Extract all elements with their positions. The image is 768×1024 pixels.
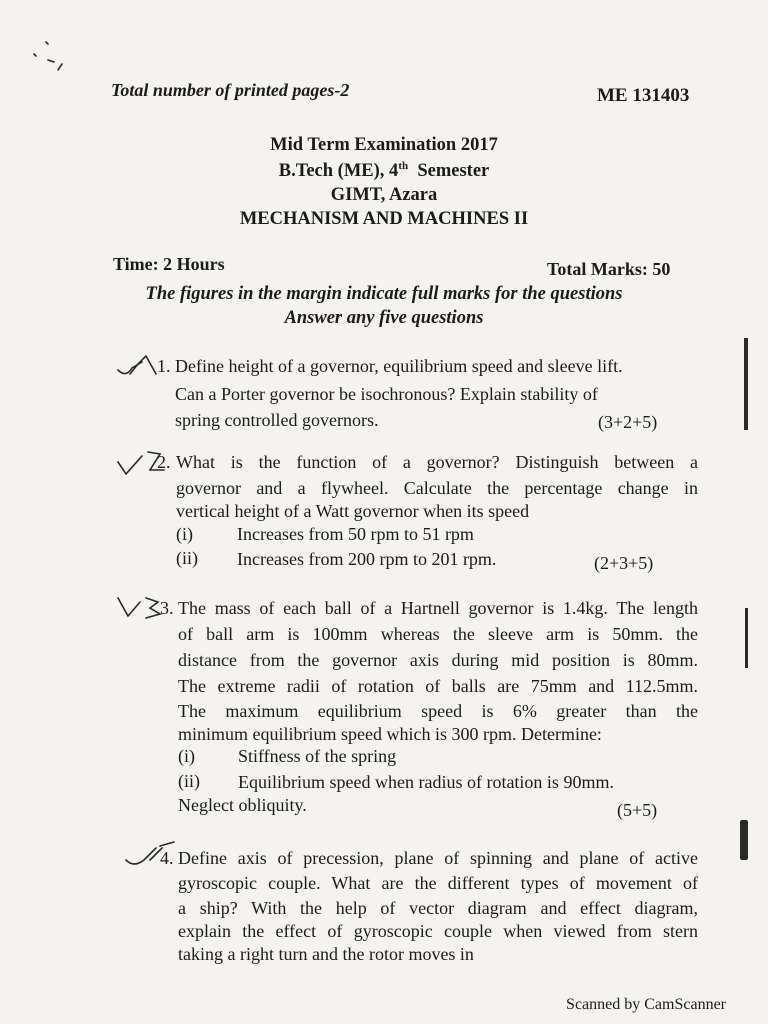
question-3-line-5: The maximum equilibrium speed is 6% greater than the <box>178 701 698 721</box>
question-3-line-1: The mass of each ball of a Hartnell governor is 1.4kg. The length <box>178 598 698 618</box>
question-2-line-1: What is the function of a governor? Distinguish between a <box>176 452 698 472</box>
subject-title: MECHANISM AND MACHINES II <box>239 209 529 229</box>
question-4-line-3: a ship? With the help of vector diagram and effect diagram, <box>178 898 698 918</box>
question-2-line-2: governor and a flywheel. Calculate the percentage change in <box>176 478 698 498</box>
question-2-sub-1-text: Increases from 50 rpm to 51 rpm <box>237 524 474 544</box>
question-1-line-3: spring controlled governors. <box>175 410 379 430</box>
question-4-line-4: explain the effect of gyroscopic couple when viewed from stern <box>178 921 698 941</box>
question-1-number: 1. <box>157 356 171 376</box>
question-2-number: 2. <box>157 452 171 472</box>
course-sup: th <box>398 160 409 172</box>
question-3-closing: Neglect obliquity. <box>178 795 307 815</box>
exam-time: Time: 2 Hours <box>113 254 225 274</box>
question-2-sub-2-label: (ii) <box>176 548 198 568</box>
question-3-marks: (5+5) <box>617 800 658 820</box>
total-marks: Total Marks: 50 <box>547 259 671 279</box>
question-2-marks: (2+3+5) <box>594 553 654 573</box>
question-4-line-2: gyroscopic couple. What are the different types of movement of <box>178 873 698 893</box>
question-4-line-5: taking a right turn and the rotor moves in <box>178 944 474 964</box>
question-3-sub-1-text: Stiffness of the spring <box>238 746 397 766</box>
question-3-number: 3. <box>160 598 174 618</box>
question-1-line-1: Define height of a governor, equilibrium speed and sleeve lift. <box>175 356 623 376</box>
instruction-marks: The figures in the margin indicate full marks for the questions <box>145 284 623 304</box>
exam-title: Mid Term Examination 2017 <box>270 135 498 155</box>
course-line <box>0 160 768 182</box>
scan-edge-mark <box>745 608 748 668</box>
tick-mark-1 <box>112 350 182 386</box>
question-3-line-2: of ball arm is 100mm whereas the sleeve arm is 50mm. the <box>178 624 698 644</box>
instruction-answer: Answer any five questions <box>284 308 484 328</box>
scanner-watermark: Scanned by CamScanner <box>566 996 726 1013</box>
printed-pages-note: Total number of printed pages-2 <box>111 80 350 100</box>
question-3-sub-1-label: (i) <box>178 746 195 766</box>
question-3-sub-2-label: (ii) <box>178 771 200 791</box>
question-4-line-1: Define axis of precession, plane of spinning and plane of active <box>178 848 698 868</box>
scan-edge-mark <box>740 820 748 860</box>
pen-scribble <box>28 38 78 78</box>
question-4-number: 4. <box>160 848 174 868</box>
course-suffix: Semester <box>417 161 490 182</box>
question-2-line-3: vertical height of a Watt governor when its speed <box>176 501 530 521</box>
question-3-sub-2-text: Equilibrium speed when radius of rotation is 90mm. <box>238 772 614 792</box>
tick-mark-2 <box>112 444 182 484</box>
question-3-line-4: The extreme radii of rotation of balls are 75mm and 112.5mm. <box>178 676 698 696</box>
question-2-sub-1-label: (i) <box>176 524 193 544</box>
scan-edge-mark <box>744 338 748 430</box>
question-2-sub-2-text: Increases from 200 rpm to 201 rpm. <box>237 549 497 569</box>
course-prefix: B.Tech (ME), 4 <box>278 161 399 182</box>
paper-code: ME 131403 <box>597 85 690 106</box>
question-1-marks: (3+2+5) <box>598 412 658 432</box>
question-1-line-2: Can a Porter governor be isochronous? Explain stability of <box>175 384 598 404</box>
question-3-line-6: minimum equilibrium speed which is 300 rpm. Determine: <box>178 724 602 744</box>
institute-name: GIMT, Azara <box>330 185 438 205</box>
question-3-line-3: distance from the governor axis during mid position is 80mm. <box>178 650 698 670</box>
